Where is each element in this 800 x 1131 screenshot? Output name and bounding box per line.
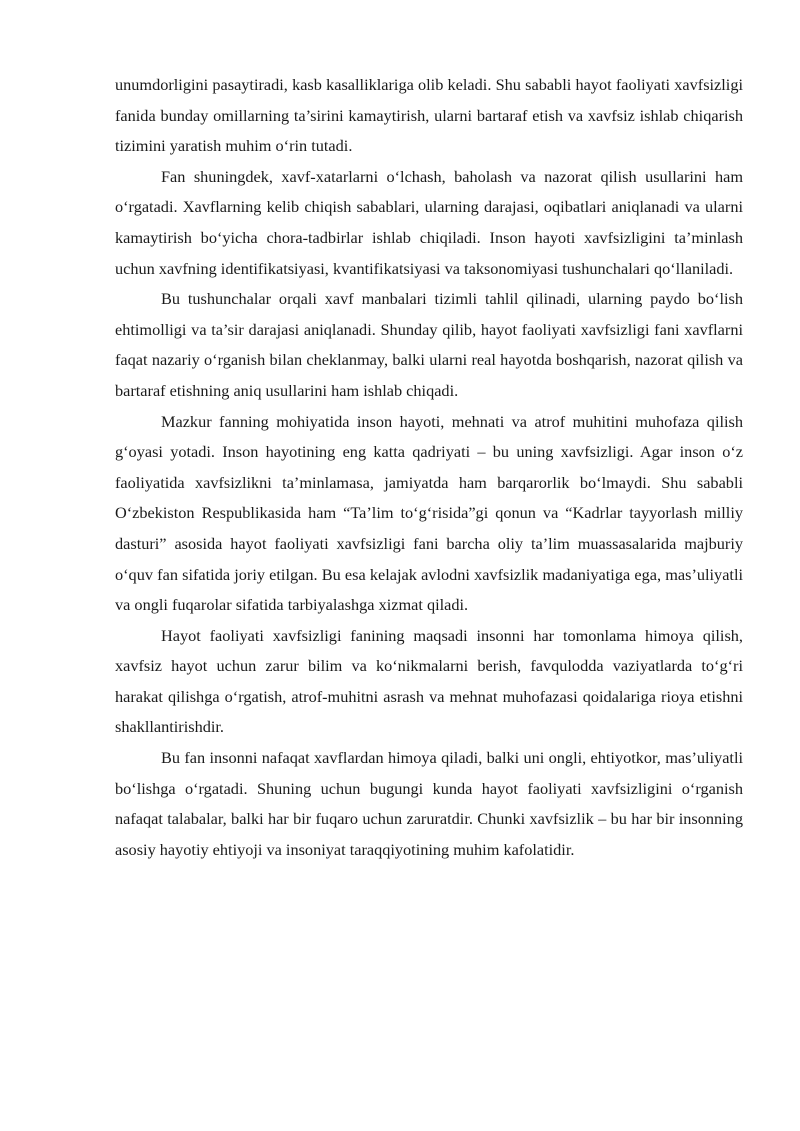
paragraph-subject-essence: Mazkur fanning mohiyatida inson hayoti, mehnati va atrof muhitini muhofaza qilish g‘oyasi yotadi. Inson hayotining eng katta qadriyati – bu uning xavfsizligi. Agar inson o‘z faoliyatida xavfsizlikni ta’minlamasa, jamiyatda ham barqarorlik bo‘lmaydi. Shu sababli O‘zbekiston Respublikasida ham “Ta’lim to‘g‘risida”gi qonun va “Kadrlar tayyorlash milliy dasturi” asosida hayot faoliyati xavfsizligi fani barcha oliy ta’lim muassasalarida majburiy o‘quv fan sifatida joriy etilgan. Bu esa kelajak avlodni xavfsizlik madaniyatiga ega, mas’uliyatli va ongli fuqarolar sifatida tarbiyalashga xizmat qiladi. [115,411,743,615]
paragraph-continuation: unumdorligini pasaytiradi, kasb kasalliklariga olib keladi. Shu sababli hayot faoliyati xavfsizligi fanida bunday omillarning ta’sirini kamaytirish, ularni bartaraf etish va xavfsiz ishlab chiqarish tizimini yaratish muhim o‘rin tutadi. [115,75,743,156]
paragraph-conclusion: Bu fan insonni nafaqat xavflardan himoya qiladi, balki uni ongli, ehtiyotkor, mas’uliyatli bo‘lishga o‘rgatadi. Shuning uchun bugungi kunda hayot faoliyati xavfsizligini o‘rganish nafaqat talabalar, balki har bir fuqaro uchun zaruratdir. Chunki xavfsizlik – bu har bir insonning asosiy hayotiy ehtiyoji va insoniyat taraqqiyotining muhim kafolatidir. [115,748,743,859]
paragraph-risk-analysis: Bu tushunchalar orqali xavf manbalari tizimli tahlil qilinadi, ularning paydo bo‘lish ehtimolligi va ta’sir darajasi aniqlanadi. Shunday qilib, hayot faoliyati xavfsizligi fani xavflarni faqat nazariy o‘rganish bilan cheklanmay, balki ularni real hayotda boshqarish, nazorat qilish va bartaraf etishning aniq usullarini ham ishlab chiqadi. [115,289,743,400]
paragraph-subject-goal: Hayot faoliyati xavfsizligi fanining maqsadi insonni har tomonlama himoya qilish, xavfsiz hayot uchun zarur bilim va ko‘nikmalarni berish, favqulodda vaziyatlarda to‘g‘ri harakat qilishga o‘rgatish, atrof-muhitni asrash va mehnat muhofazasi qoidalariga rioya etishni shakllantirishdir. [115,625,743,737]
paragraph-risk-assessment: Fan shuningdek, xavf-xatarlarni o‘lchash, baholash va nazorat qilish usullarini ham o‘rgatadi. Xavflarning kelib chiqish sabablari, ularning darajasi, oqibatlari aniqlanadi va ularni kamaytirish bo‘yicha chora-tadbirlar ishlab chiqiladi. Inson hayoti xavfsizligini ta’minlash uchun xavfning identifikatsiyasi, kvantifikatsiyasi va taksonomiyasi tushunchalari qo‘llaniladi. [115,166,743,278]
document-page [115,70,743,865]
